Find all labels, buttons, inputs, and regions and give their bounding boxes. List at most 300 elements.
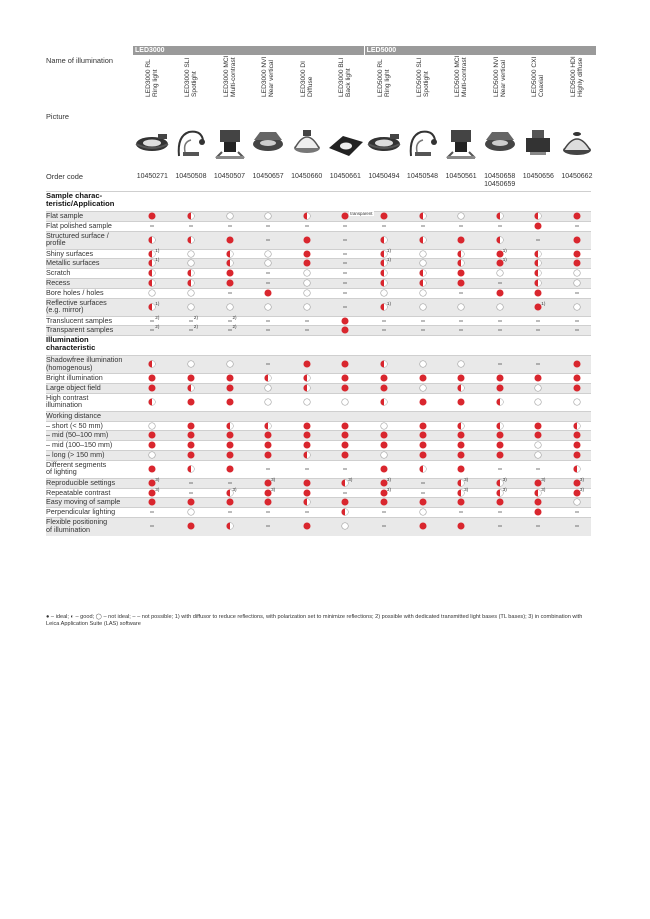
not-ideal-icon — [187, 360, 195, 368]
ideal-icon — [496, 441, 504, 449]
good-icon — [496, 422, 504, 430]
not-ideal-icon — [457, 212, 465, 220]
good-icon — [341, 508, 349, 516]
row-label: Repeatable contrast — [46, 487, 111, 497]
not-ideal-icon — [226, 212, 234, 220]
illumination-name: LED3000 BLI — [338, 57, 346, 98]
not-possible-icon — [496, 360, 504, 368]
order-code-value: 10450507 — [213, 173, 246, 180]
row-label: Flat polished sample — [46, 220, 112, 230]
ideal-icon — [303, 522, 311, 530]
ideal-icon — [380, 374, 388, 382]
not-ideal-icon — [573, 398, 581, 406]
section-title: Illumination characteristic — [46, 335, 96, 352]
table-row — [46, 393, 591, 412]
ideal-icon — [226, 384, 234, 392]
not-ideal-icon — [264, 384, 272, 392]
good-icon — [187, 269, 195, 277]
not-ideal-icon — [264, 398, 272, 406]
row-label: Large object field — [46, 383, 101, 392]
row-label: – long (> 150 mm) — [46, 450, 105, 459]
not-possible-icon — [341, 250, 349, 258]
not-possible-icon — [264, 317, 272, 325]
not-possible-icon — [264, 360, 272, 368]
not-ideal-icon — [380, 451, 388, 459]
footnote-marker: 3) — [386, 486, 391, 492]
not-possible-icon — [380, 222, 388, 230]
column-name — [489, 56, 511, 112]
illumination-description: Highly diffuse — [577, 57, 585, 98]
group-bar: LED3000 — [133, 46, 364, 55]
order-code-value: 10450662 — [561, 173, 593, 180]
ideal-icon — [457, 431, 465, 439]
not-possible-icon — [534, 465, 542, 473]
footnote-marker: 1) — [502, 257, 507, 263]
illumination-picture-icon — [325, 122, 365, 162]
extra-note: transparent — [350, 210, 373, 216]
ideal-icon — [573, 212, 581, 220]
not-possible-icon — [148, 222, 156, 230]
ideal-icon — [341, 212, 349, 220]
good-icon — [226, 259, 234, 267]
row-label: Easy moving of sample — [46, 497, 121, 507]
good-icon — [380, 279, 388, 287]
ideal-icon — [264, 289, 272, 297]
ideal-icon — [303, 259, 311, 267]
ideal-icon — [419, 522, 427, 530]
order-code — [325, 173, 365, 181]
footnote-marker: 3) — [271, 476, 276, 482]
illumination-description: Ring light — [152, 69, 160, 98]
not-possible-icon — [380, 508, 388, 516]
ideal-icon — [226, 374, 234, 382]
section-header-row — [46, 191, 591, 212]
not-ideal-icon — [419, 289, 427, 297]
illumination-picture-icon — [248, 122, 288, 162]
illumination-name: LED3000 SLI — [183, 57, 191, 98]
ideal-icon — [341, 360, 349, 368]
order-code-value: 10450561 — [445, 173, 477, 180]
not-ideal-icon — [573, 303, 581, 311]
ideal-icon — [226, 236, 234, 244]
not-possible-icon — [303, 222, 311, 230]
order-code-value: 10450548 — [406, 173, 439, 180]
footnote-marker: 3) — [348, 476, 353, 482]
ideal-icon — [573, 259, 581, 267]
ideal-icon — [419, 451, 427, 459]
ideal-icon — [457, 269, 465, 277]
ideal-icon — [148, 498, 156, 506]
column-name — [450, 55, 472, 112]
not-ideal-icon — [457, 303, 465, 311]
not-possible-icon — [457, 222, 465, 230]
ideal-icon — [573, 384, 581, 392]
footnote-marker: 2) — [193, 324, 198, 330]
good-icon — [148, 236, 156, 244]
ideal-icon — [380, 212, 388, 220]
not-possible-icon — [534, 326, 542, 334]
ideal-icon — [341, 451, 349, 459]
footnote-marker: 2) — [155, 324, 160, 330]
good-icon — [534, 269, 542, 277]
footnote-marker: 1) — [386, 257, 391, 263]
row-label: Transparent samples — [46, 325, 114, 335]
good-icon — [573, 465, 581, 473]
ideal-icon — [419, 498, 427, 506]
not-possible-icon — [419, 222, 427, 230]
column-name — [373, 59, 395, 112]
good-icon — [187, 384, 195, 392]
good-icon — [419, 269, 427, 277]
illumination-description: Multi-contrast — [461, 57, 469, 98]
not-ideal-icon — [573, 269, 581, 277]
not-possible-icon — [264, 279, 272, 287]
good-icon — [303, 374, 311, 382]
ideal-icon — [380, 431, 388, 439]
not-ideal-icon — [303, 279, 311, 287]
not-ideal-icon — [303, 289, 311, 297]
column-name — [257, 56, 279, 112]
ideal-icon — [226, 279, 234, 287]
not-possible-icon — [226, 289, 234, 297]
footnote-marker: 3) — [386, 476, 391, 482]
ideal-icon — [341, 326, 349, 334]
not-possible-icon — [419, 479, 427, 487]
not-ideal-icon — [419, 250, 427, 258]
ideal-icon — [534, 431, 542, 439]
not-ideal-icon — [380, 422, 388, 430]
footnote-marker: 3) — [271, 486, 276, 492]
not-ideal-icon — [573, 498, 581, 506]
good-icon — [226, 422, 234, 430]
good-icon — [419, 236, 427, 244]
section-header-row — [46, 335, 591, 356]
illumination-name: LED3000 DI — [299, 61, 307, 98]
footnote-marker: 3) — [502, 486, 507, 492]
ideal-icon — [264, 451, 272, 459]
not-ideal-icon — [496, 269, 504, 277]
not-possible-icon — [341, 236, 349, 244]
not-possible-icon — [341, 303, 349, 311]
good-icon — [380, 398, 388, 406]
ideal-icon — [534, 374, 542, 382]
not-ideal-icon — [264, 303, 272, 311]
good-icon — [534, 212, 542, 220]
good-icon — [419, 212, 427, 220]
ideal-icon — [187, 374, 195, 382]
ideal-icon — [419, 374, 427, 382]
row-label: Bright illumination — [46, 373, 103, 383]
illumination-picture-icon — [557, 122, 597, 162]
table-row — [46, 517, 591, 536]
ideal-icon — [380, 498, 388, 506]
ideal-icon — [264, 498, 272, 506]
good-icon — [303, 384, 311, 392]
not-ideal-icon — [264, 212, 272, 220]
row-label: High contrast illumination — [46, 392, 89, 410]
ideal-icon — [148, 465, 156, 473]
section-title: Sample charac- teristic/Application — [46, 191, 115, 208]
order-code — [480, 173, 520, 189]
ideal-icon — [573, 431, 581, 439]
ideal-icon — [419, 398, 427, 406]
good-icon — [457, 259, 465, 267]
order-code — [441, 173, 481, 181]
row-label: Bore holes / holes — [46, 287, 104, 297]
not-ideal-icon — [148, 451, 156, 459]
ideal-icon — [341, 384, 349, 392]
not-possible-icon — [226, 479, 234, 487]
table-row — [46, 355, 591, 374]
good-icon — [226, 522, 234, 530]
not-ideal-icon — [341, 398, 349, 406]
good-icon — [303, 212, 311, 220]
not-possible-icon — [264, 222, 272, 230]
illumination-picture-icon — [287, 122, 327, 162]
row-label: Shadowfree illumination (homogenous) — [46, 355, 123, 372]
illumination-picture-icon — [132, 122, 172, 162]
not-ideal-icon — [187, 250, 195, 258]
row-label: Flat sample — [46, 211, 84, 220]
good-icon — [148, 398, 156, 406]
not-possible-icon — [496, 279, 504, 287]
illumination-picture-icon — [441, 122, 481, 162]
ideal-icon — [496, 431, 504, 439]
good-icon — [380, 236, 388, 244]
not-possible-icon — [573, 289, 581, 297]
not-possible-icon — [264, 269, 272, 277]
ideal-icon — [303, 479, 311, 487]
illumination-name: LED3000 RL — [145, 59, 153, 98]
good-icon — [496, 236, 504, 244]
ideal-icon — [457, 374, 465, 382]
illumination-picture-icon — [518, 122, 558, 162]
ideal-icon — [187, 431, 195, 439]
ideal-icon — [573, 451, 581, 459]
not-possible-icon — [264, 508, 272, 516]
row-label: Reproducible settings — [46, 477, 116, 487]
not-ideal-icon — [341, 522, 349, 530]
good-icon — [187, 279, 195, 287]
illumination-name: LED5000 CXI — [531, 56, 539, 98]
illumination-description: Near vertical — [268, 60, 276, 98]
ideal-icon — [573, 250, 581, 258]
footnote-marker: 3) — [232, 486, 237, 492]
not-ideal-icon — [419, 303, 427, 311]
ideal-icon — [187, 498, 195, 506]
ideal-icon — [496, 451, 504, 459]
ideal-icon — [457, 398, 465, 406]
illumination-description: Ring light — [384, 69, 392, 98]
order-code-value: 10450660 — [291, 173, 323, 180]
not-ideal-icon — [419, 384, 427, 392]
ideal-icon — [534, 289, 542, 297]
order-code-label: Order code — [46, 172, 83, 181]
footnote-marker: 1) — [386, 247, 391, 253]
not-possible-icon — [303, 508, 311, 516]
not-possible-icon — [534, 522, 542, 530]
not-ideal-icon — [264, 259, 272, 267]
ideal-icon — [534, 508, 542, 516]
ideal-icon — [419, 431, 427, 439]
not-possible-icon — [226, 508, 234, 516]
ideal-icon — [187, 451, 195, 459]
picture-label: Picture — [46, 112, 70, 121]
ideal-icon — [187, 422, 195, 430]
name-of-illumination-label: Name of illumination — [46, 56, 113, 65]
order-code — [210, 173, 250, 181]
footnote-marker: 2) — [155, 314, 160, 320]
order-code-value: 10450494 — [368, 173, 400, 180]
order-code-value-2: 10450659 — [484, 181, 516, 188]
good-icon — [187, 236, 195, 244]
footnote-marker: 3) — [464, 476, 469, 482]
footnote-marker: 2) — [232, 314, 237, 320]
ideal-icon — [457, 498, 465, 506]
not-possible-icon — [341, 259, 349, 267]
not-possible-icon — [419, 317, 427, 325]
order-code — [557, 173, 597, 181]
not-ideal-icon — [534, 441, 542, 449]
good-icon — [496, 398, 504, 406]
illumination-name: LED3000 MCI — [222, 55, 230, 98]
good-icon — [264, 422, 272, 430]
row-label: Translucent samples — [46, 315, 113, 325]
footnote-marker: 2) — [193, 314, 198, 320]
ideal-icon — [341, 498, 349, 506]
not-possible-icon — [380, 326, 388, 334]
not-possible-icon — [573, 222, 581, 230]
ideal-icon — [264, 431, 272, 439]
footnote-marker: 1) — [386, 300, 391, 306]
ideal-icon — [303, 431, 311, 439]
ideal-icon — [148, 384, 156, 392]
ideal-icon — [341, 422, 349, 430]
ideal-icon — [226, 451, 234, 459]
illumination-description: Near vertical — [500, 60, 508, 98]
footnote-marker: 3) — [541, 476, 546, 482]
ideal-icon — [380, 384, 388, 392]
not-possible-icon — [496, 508, 504, 516]
illumination-description: Spotlight — [191, 71, 199, 98]
good-icon — [457, 250, 465, 258]
ideal-icon — [226, 431, 234, 439]
ideal-icon — [380, 465, 388, 473]
ideal-icon — [534, 498, 542, 506]
ideal-icon — [303, 422, 311, 430]
not-possible-icon — [264, 236, 272, 244]
order-code-value: 10450271 — [136, 173, 168, 180]
good-icon — [419, 279, 427, 287]
not-possible-icon — [496, 222, 504, 230]
footnote-marker: 3) — [579, 476, 584, 482]
ideal-icon — [457, 236, 465, 244]
illumination-description: Diffuse — [307, 76, 315, 98]
illumination-picture-icon — [210, 122, 250, 162]
ideal-icon — [187, 441, 195, 449]
not-possible-icon — [380, 522, 388, 530]
good-icon — [457, 384, 465, 392]
illumination-name: LED5000 SLI — [415, 57, 423, 98]
ideal-icon — [187, 398, 195, 406]
table-row — [46, 231, 591, 250]
footnote-marker: 3) — [155, 476, 160, 482]
footnote-marker: 1) — [541, 300, 546, 306]
ideal-icon — [457, 441, 465, 449]
not-possible-icon — [573, 508, 581, 516]
order-code — [171, 173, 211, 181]
not-possible-icon — [457, 508, 465, 516]
good-icon — [148, 279, 156, 287]
row-label: Structured surface / profile — [46, 230, 109, 248]
order-code — [518, 173, 558, 181]
ideal-icon — [496, 289, 504, 297]
not-possible-icon — [341, 465, 349, 473]
footnote-marker: 3) — [464, 486, 469, 492]
ideal-icon — [419, 441, 427, 449]
good-icon — [303, 451, 311, 459]
not-possible-icon — [341, 269, 349, 277]
table-row — [46, 298, 591, 317]
good-icon — [534, 279, 542, 287]
illumination-name: LED5000 RL — [376, 59, 384, 98]
not-possible-icon — [534, 317, 542, 325]
row-label: Flexible positioning of illumination — [46, 517, 108, 534]
illumination-picture-icon — [171, 122, 211, 162]
row-label: Scratch — [46, 268, 71, 278]
not-ideal-icon — [534, 451, 542, 459]
not-ideal-icon — [303, 269, 311, 277]
not-possible-icon — [496, 522, 504, 530]
ideal-icon — [148, 441, 156, 449]
order-code-value: 10450657 — [252, 173, 284, 180]
not-possible-icon — [380, 317, 388, 325]
not-ideal-icon — [534, 384, 542, 392]
row-label: Reflective surfaces (e.g. mirror) — [46, 297, 107, 315]
illumination-picture-icon — [403, 122, 443, 162]
not-ideal-icon — [148, 422, 156, 430]
ideal-icon — [226, 269, 234, 277]
footnote-marker: 3) — [502, 476, 507, 482]
footnote-marker: 1) — [502, 247, 507, 253]
row-label: Perpendicular lighting — [46, 507, 116, 517]
good-icon — [457, 422, 465, 430]
not-ideal-icon — [148, 289, 156, 297]
column-name — [412, 57, 434, 112]
ideal-icon — [534, 222, 542, 230]
not-possible-icon — [573, 326, 581, 334]
ideal-icon — [341, 317, 349, 325]
not-possible-icon — [341, 289, 349, 297]
footnote-marker: 2) — [232, 324, 237, 330]
ideal-icon — [303, 489, 311, 497]
row-label: – mid (50–100 mm) — [46, 430, 109, 440]
not-possible-icon — [264, 465, 272, 473]
row-label: Recess — [46, 278, 70, 287]
not-possible-icon — [341, 279, 349, 287]
order-code — [132, 173, 172, 181]
not-ideal-icon — [226, 303, 234, 311]
ideal-icon — [573, 360, 581, 368]
not-ideal-icon — [419, 360, 427, 368]
not-ideal-icon — [419, 508, 427, 516]
not-possible-icon — [264, 522, 272, 530]
illumination-picture-icon — [480, 122, 520, 162]
ideal-icon — [573, 374, 581, 382]
not-possible-icon — [573, 317, 581, 325]
ideal-icon — [341, 441, 349, 449]
ideal-icon — [226, 398, 234, 406]
